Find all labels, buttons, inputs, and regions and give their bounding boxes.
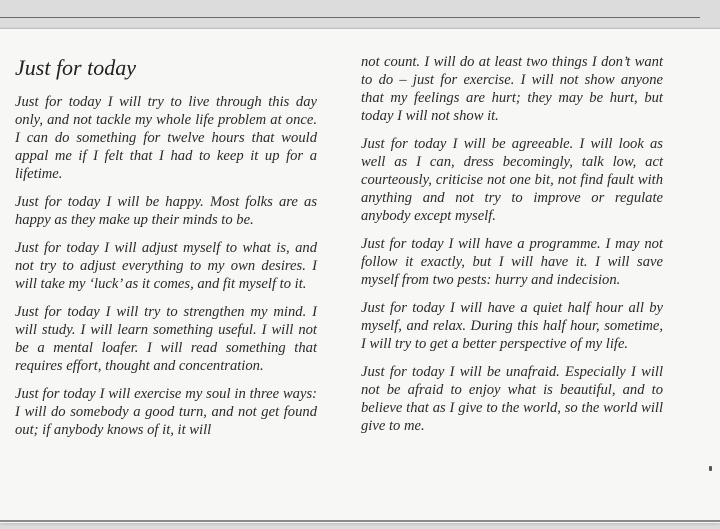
- right-column: [361, 55, 663, 445]
- paragraph-live-through-day: Just for today I will try to live through this day only, and not tackle my whole life problem at once. I can do something for twelve hours that would appal me if I felt that I had to keep it up for a lifetime.: [15, 94, 317, 182]
- paragraph-exercise-soul-end: not count. I will do at least two things I don’t want to do – just for exercise. I will not show anyone that my feelings are hurt; they may be hurt, but today I will not show it.: [361, 54, 663, 124]
- paragraph-be-happy: Just for today I will be happy. Most folks are as happy as they make up their minds to be.: [15, 194, 317, 228]
- left-column: [15, 55, 317, 449]
- bottom-rule: [0, 520, 720, 522]
- top-rule: [0, 17, 700, 18]
- paragraph-quiet-half-hour: Just for today I will have a quiet half hour all by myself, and relax. During this half hour, sometime, I will try to get a better perspective of my life.: [361, 300, 663, 352]
- document-title: Just for today: [15, 55, 136, 80]
- paragraph-be-agreeable: Just for today I will be agreeable. I will look as well as I can, dress becomingly, talk low, act courteously, criticise not one bit, not find fault with anything and not try to improve or regulate anybody except myself.: [361, 136, 663, 224]
- paragraph-have-programme: Just for today I will have a programme. I may not follow it exactly, but I will have it. I will save myself from two pests: hurry and indecision.: [361, 236, 663, 288]
- paragraph-be-unafraid: Just for today I will be unafraid. Especially I will not be afraid to enjoy what is beautiful, and to believe that as I give to the world, so the world will give to me.: [361, 364, 663, 434]
- paragraph-strengthen-mind: Just for today I will try to strengthen my mind. I will study. I will learn something useful. I will not be a mental loafer. I will read something that requires effort, thought and concentration.: [15, 304, 317, 374]
- paragraph-adjust-myself: Just for today I will adjust myself to what is, and not try to adjust everything to my own desires. I will take my ‘luck’ as it comes, and fit myself to it.: [15, 240, 317, 292]
- paragraph-exercise-soul-start: Just for today I will exercise my soul in three ways: I will do somebody a good turn, and not get found out; if anybody knows of it, it will: [15, 386, 317, 438]
- margin-mark: [709, 466, 712, 471]
- document-page: [0, 28, 720, 523]
